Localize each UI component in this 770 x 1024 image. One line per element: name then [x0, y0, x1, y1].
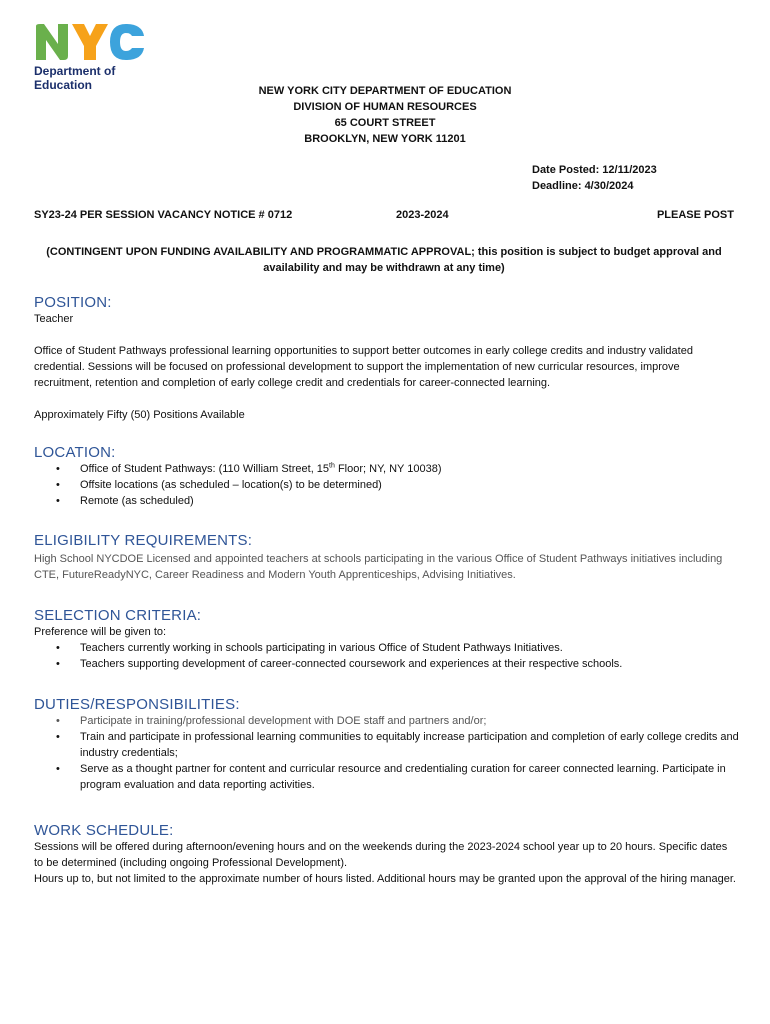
bullet-icon: • — [56, 731, 60, 743]
section-heading: POSITION: — [34, 294, 112, 311]
notice-number: SY23-24 PER SESSION VACANCY NOTICE # 0712 — [34, 209, 293, 221]
bullet-icon: • — [56, 463, 60, 475]
dept-line-2: Education — [34, 78, 93, 92]
position-description: Office of Student Pathways professional learning opportunities to support better outcomes in early college credits and industry validated credential. Sessions will be focused on professional development to support the implementation of new curricular resources, improve recruitment, retention and completion of early college credit and credentials for career-connected learning. — [34, 345, 693, 389]
agency-address — [0, 83, 770, 147]
bullet-icon: • — [56, 715, 60, 727]
schedule-text: Sessions will be offered during afternoon/evening hours and on the weekends during the 2023-2024 school year up to 20 hours. Specific dates to be determined (including ongoing Professional Development). — [34, 841, 728, 869]
section-heading: WORK SCHEDULE: — [34, 822, 174, 839]
contingent-line: availability and may be withdrawn at any time) — [263, 262, 505, 274]
schedule-section — [34, 822, 739, 887]
positions-available: Approximately Fifty (50) Positions Available — [34, 409, 245, 421]
list-item: • Train and participate in professional learning communities to equitably increase participation and completion of early college credits and industry credentials; — [56, 731, 739, 759]
agency-line: BROOKLYN, NEW YORK 11201 — [304, 133, 466, 145]
agency-line: NEW YORK CITY DEPARTMENT OF EDUCATION — [258, 85, 512, 97]
deadline: Deadline: 4/30/2024 — [532, 180, 634, 192]
list-item: • Office of Student Pathways: (110 William Street, 15th Floor; NY, NY 10038) — [56, 462, 442, 475]
list-item: • Participate in training/professional development with DOE staff and partners and/or; — [56, 715, 487, 727]
bullet-icon: • — [56, 479, 60, 491]
nyc-doe-logo — [34, 22, 146, 92]
contingent-notice — [34, 244, 734, 276]
bullet-icon: • — [56, 495, 60, 507]
duties-section — [34, 696, 739, 793]
agency-line: DIVISION OF HUMAN RESOURCES — [293, 101, 477, 113]
section-heading: LOCATION: — [34, 444, 116, 461]
selection-intro: Preference will be given to: — [34, 626, 167, 638]
position-section — [34, 294, 739, 423]
list-item: • Offsite locations (as scheduled – location(s) to be determined) — [56, 479, 382, 491]
posting-dates — [532, 162, 657, 194]
eligibility-text: High School NYCDOE Licensed and appointed teachers at schools participating in the various Office of Student Pathways initiatives including CTE, FutureReadyNYC, Career Readiness and Modern Youth Apprenticeships, Advising Initiatives. — [34, 553, 723, 581]
contingent-line: (CONTINGENT UPON FUNDING AVAILABILITY AND PROGRAMMATIC APPROVAL; this position is subject to budget approval and — [46, 246, 722, 258]
location-section — [34, 444, 739, 509]
selection-section — [34, 607, 739, 672]
list-item: • Teachers supporting development of career-connected coursework and experiences at their respective schools. — [56, 658, 623, 670]
nyc-logo-icon — [34, 22, 146, 62]
list-item: • Teachers currently working in schools participating in various Office of Student Pathways Initiatives. — [56, 642, 563, 654]
eligibility-section — [34, 532, 739, 583]
selection-list — [34, 640, 739, 672]
bullet-icon: • — [56, 658, 60, 670]
schedule-text: Hours up to, but not limited to the approximate number of hours listed. Additional hours may be granted upon the approval of the hiring manager. — [34, 873, 736, 885]
section-heading: ELIGIBILITY REQUIREMENTS: — [34, 532, 253, 549]
please-post: PLEASE POST — [656, 209, 734, 221]
position-title: Teacher — [34, 313, 74, 325]
bullet-icon: • — [56, 642, 60, 654]
duties-list — [34, 713, 739, 793]
list-item: • Remote (as scheduled) — [56, 495, 194, 507]
list-item: • Serve as a thought partner for content and curricular resource and credentialing curation for career connected learning. Participate in program evaluation and data reporting activities. — [56, 763, 726, 791]
section-heading: SELECTION CRITERIA: — [34, 607, 202, 624]
location-list — [34, 461, 739, 509]
agency-line: 65 COURT STREET — [334, 117, 436, 129]
dept-line-1: Department of — [34, 64, 116, 78]
school-year: 2023-2024 — [396, 209, 449, 221]
section-heading: DUTIES/RESPONSIBILITIES: — [34, 696, 240, 713]
bullet-icon: • — [56, 763, 60, 775]
date-posted: Date Posted: 12/11/2023 — [532, 164, 657, 176]
